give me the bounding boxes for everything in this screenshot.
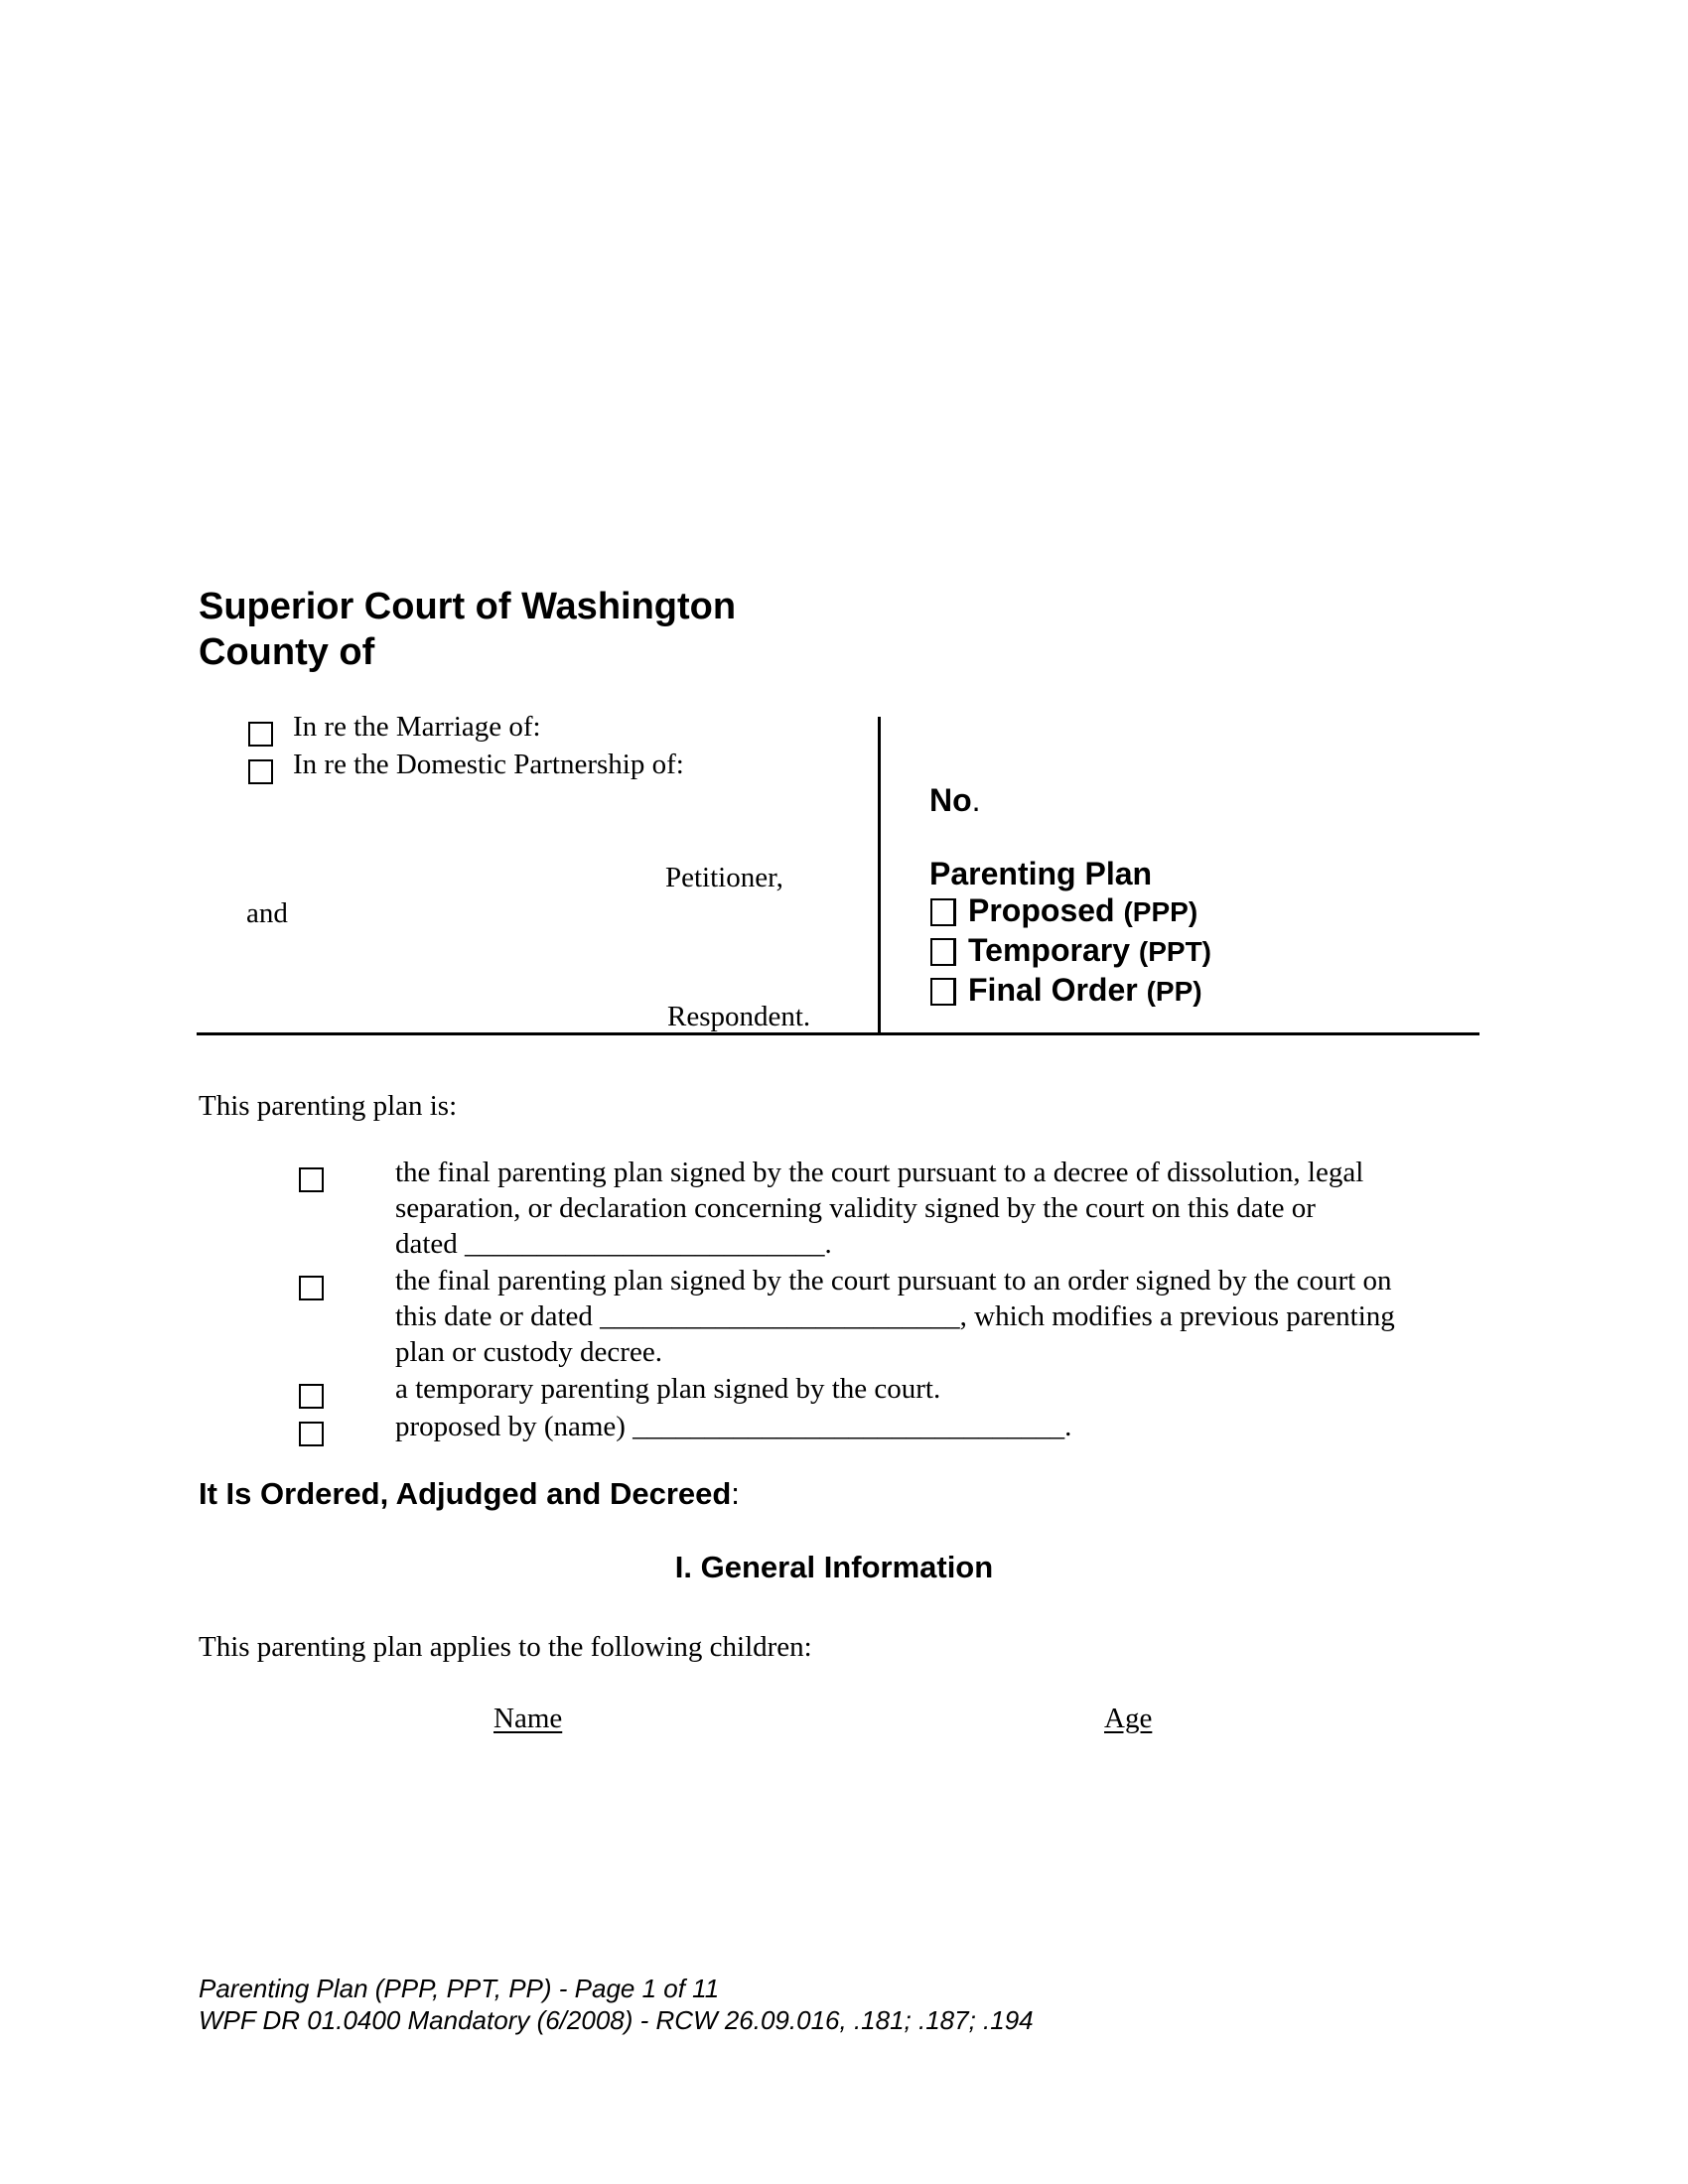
item-3-text <box>395 1371 1458 1407</box>
court-name: Superior Court of Washington <box>199 586 737 627</box>
item-4-text <box>395 1409 1458 1444</box>
domestic-partnership-checkbox[interactable] <box>248 759 273 784</box>
petitioner-label: Petitioner, <box>665 862 783 893</box>
marriage-checkbox[interactable] <box>248 722 273 747</box>
final-order-checkbox[interactable] <box>930 978 956 1006</box>
court-header <box>199 584 736 675</box>
item-3-line: a temporary parenting plan signed by the court. <box>395 1373 941 1405</box>
caption-divider-vertical <box>878 717 881 1034</box>
item-3-checkbox[interactable] <box>299 1384 324 1409</box>
item-4-checkbox[interactable] <box>299 1422 324 1446</box>
item-1-line: dated _________________________. <box>395 1228 832 1260</box>
footer-form-id: WPF DR 01.0400 Mandatory (6/2008) - RCW 26.09.016, .181; .187; .194 <box>199 2005 1034 2035</box>
type-temporary-code: (PPT) <box>1138 936 1212 967</box>
temporary-checkbox[interactable] <box>930 938 956 966</box>
case-number-period: . <box>971 782 981 818</box>
type-proposed-label: Proposed <box>968 892 1115 928</box>
case-number <box>929 782 981 819</box>
item-2-line: the final parenting plan signed by the court pursuant to an order signed by the court on <box>395 1265 1392 1297</box>
type-proposed <box>968 892 1197 929</box>
type-temporary-label: Temporary <box>968 932 1131 968</box>
item-1-line: the final parenting plan signed by the court pursuant to a decree of dissolution, legal <box>395 1157 1364 1188</box>
type-final-order-label: Final Order <box>968 972 1138 1008</box>
item-1-checkbox[interactable] <box>299 1167 324 1192</box>
caption-divider-horizontal <box>197 1032 1479 1035</box>
domestic-partnership-option-label: In re the Domestic Partnership of: <box>293 749 684 780</box>
item-1-text <box>395 1155 1458 1262</box>
type-proposed-code: (PPP) <box>1123 896 1198 927</box>
footer-page-info: Parenting Plan (PPP, PPT, PP) - Page 1 of 11 <box>199 1974 720 2003</box>
plan-intro: This parenting plan is: <box>199 1090 458 1122</box>
county-label: County of <box>199 631 375 673</box>
type-temporary <box>968 932 1211 969</box>
item-2-line: plan or custody decree. <box>395 1336 662 1368</box>
proposed-checkbox[interactable] <box>930 898 956 926</box>
item-2-checkbox[interactable] <box>299 1276 324 1300</box>
section-heading: I. General Information <box>674 1550 994 1584</box>
marriage-option-label: In re the Marriage of: <box>293 711 541 743</box>
item-2-line: this date or dated _________________________, which modifies a previous parenting <box>395 1300 1395 1332</box>
name-column-header: Name <box>493 1703 563 1734</box>
ordered-heading <box>199 1476 740 1512</box>
age-column-header: Age <box>1104 1703 1153 1734</box>
respondent-label: Respondent. <box>667 1001 811 1032</box>
ordered-heading-text: It Is Ordered, Adjudged and Decreed <box>199 1476 732 1511</box>
children-intro: This parenting plan applies to the following children: <box>199 1631 812 1663</box>
item-4-line: proposed by (name) ______________________________. <box>395 1411 1072 1442</box>
document-title: Parenting Plan <box>929 856 1153 891</box>
ordered-heading-colon: : <box>731 1476 740 1511</box>
type-final-order-code: (PP) <box>1146 976 1202 1007</box>
item-2-text <box>395 1263 1458 1370</box>
case-number-label: No <box>929 782 972 818</box>
item-1-line: separation, or declaration concerning validity signed by the court on this date or <box>395 1192 1316 1224</box>
and-label: and <box>246 897 288 929</box>
type-final-order <box>968 972 1202 1009</box>
